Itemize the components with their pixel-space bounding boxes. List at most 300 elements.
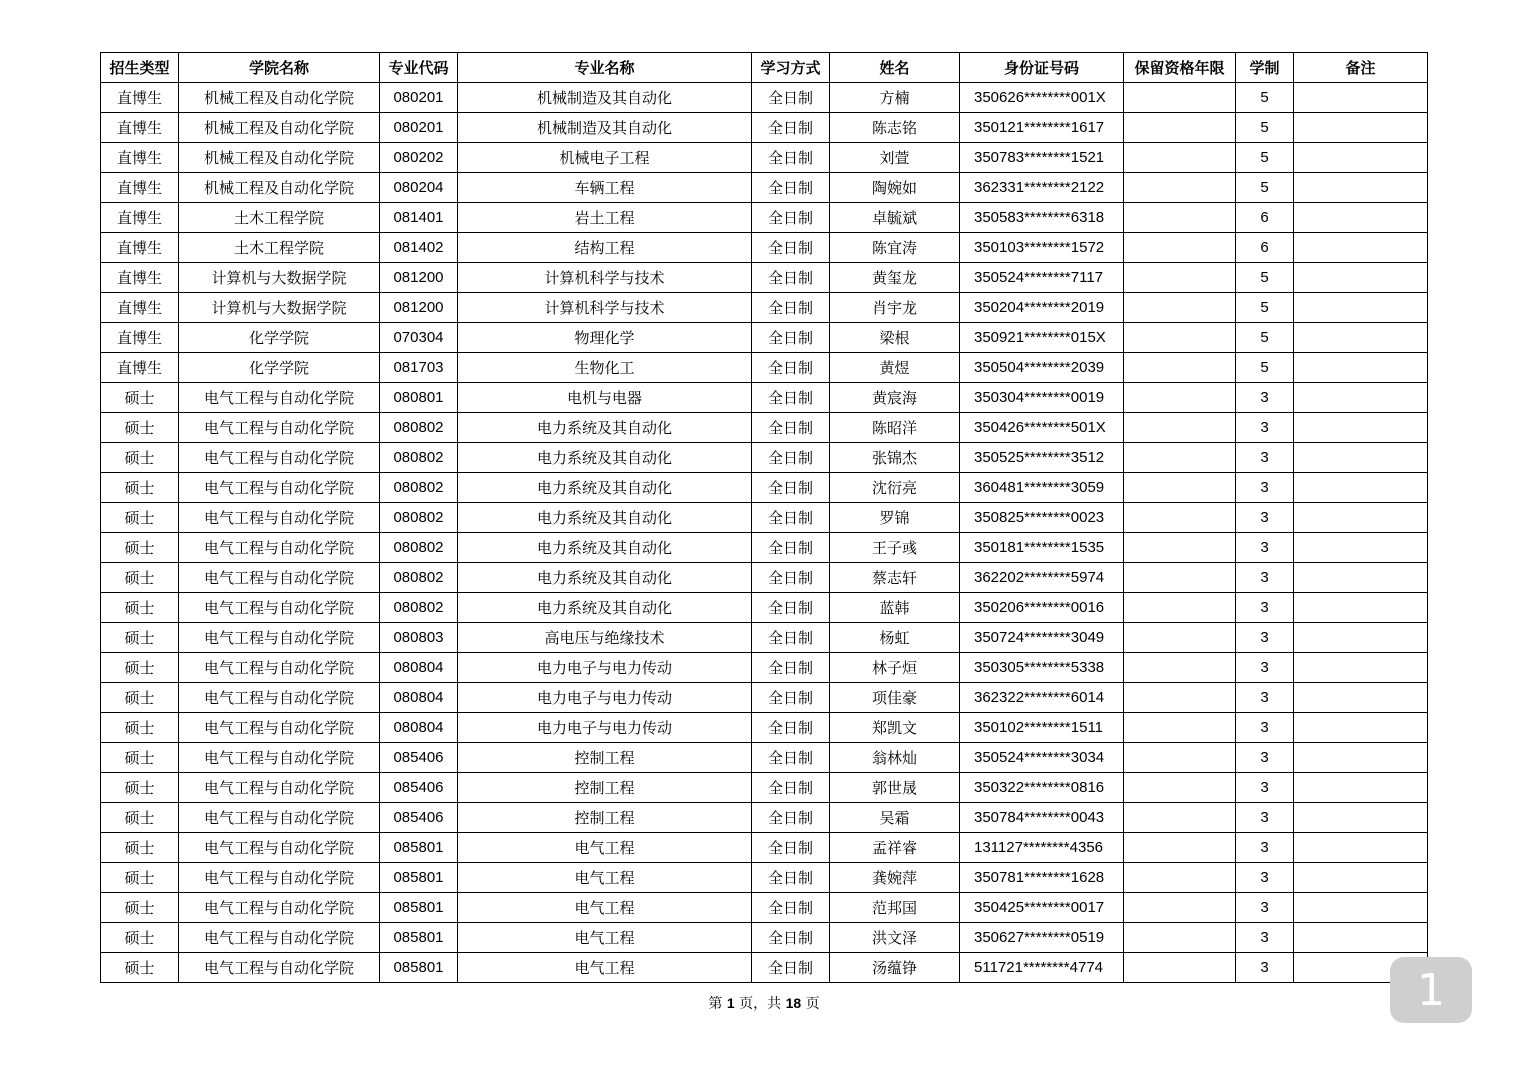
cell-study-mode: 全日制 [752, 713, 830, 743]
cell-program-length: 3 [1236, 473, 1294, 503]
cell-retention-years [1124, 773, 1236, 803]
cell-study-mode: 全日制 [752, 263, 830, 293]
cell-name: 罗锦 [830, 503, 960, 533]
cell-enrollment-type: 直博生 [101, 293, 179, 323]
footer-current-page: 1 [726, 995, 735, 1011]
cell-study-mode: 全日制 [752, 623, 830, 653]
cell-enrollment-type: 硕士 [101, 713, 179, 743]
cell-study-mode: 全日制 [752, 653, 830, 683]
cell-program-length: 3 [1236, 563, 1294, 593]
cell-name: 孟祥睿 [830, 833, 960, 863]
cell-id-number: 350103********1572 [960, 233, 1124, 263]
cell-remarks [1294, 383, 1428, 413]
cell-retention-years [1124, 683, 1236, 713]
cell-study-mode: 全日制 [752, 83, 830, 113]
cell-remarks [1294, 113, 1428, 143]
table-row [101, 143, 1428, 173]
table-row [101, 473, 1428, 503]
cell-major-name: 电力系统及其自动化 [458, 443, 752, 473]
cell-name: 卓毓斌 [830, 203, 960, 233]
cell-major-name: 控制工程 [458, 773, 752, 803]
cell-enrollment-type: 直博生 [101, 233, 179, 263]
cell-major-code: 081703 [380, 353, 458, 383]
cell-id-number: 350524********7117 [960, 263, 1124, 293]
cell-enrollment-type: 直博生 [101, 203, 179, 233]
header-enrollment-type: 招生类型 [101, 53, 179, 83]
table-row [101, 203, 1428, 233]
cell-major-code: 085801 [380, 833, 458, 863]
cell-college: 电气工程与自动化学院 [179, 863, 380, 893]
cell-program-length: 5 [1236, 263, 1294, 293]
cell-id-number: 350322********0816 [960, 773, 1124, 803]
cell-enrollment-type: 硕士 [101, 383, 179, 413]
cell-major-name: 车辆工程 [458, 173, 752, 203]
cell-major-code: 080201 [380, 113, 458, 143]
cell-major-name: 控制工程 [458, 803, 752, 833]
table-row [101, 263, 1428, 293]
cell-major-code: 085801 [380, 863, 458, 893]
cell-enrollment-type: 硕士 [101, 803, 179, 833]
cell-remarks [1294, 413, 1428, 443]
table-row [101, 923, 1428, 953]
cell-major-name: 电力系统及其自动化 [458, 533, 752, 563]
cell-name: 陈志铭 [830, 113, 960, 143]
cell-name: 陈宜涛 [830, 233, 960, 263]
cell-enrollment-type: 硕士 [101, 593, 179, 623]
page-footer [0, 993, 1528, 1013]
cell-program-length: 3 [1236, 503, 1294, 533]
cell-major-name: 岩土工程 [458, 203, 752, 233]
cell-major-name: 电力系统及其自动化 [458, 503, 752, 533]
cell-name: 梁根 [830, 323, 960, 353]
cell-enrollment-type: 硕士 [101, 893, 179, 923]
cell-remarks [1294, 473, 1428, 503]
cell-name: 林子烜 [830, 653, 960, 683]
cell-major-code: 070304 [380, 323, 458, 353]
cell-program-length: 6 [1236, 203, 1294, 233]
cell-retention-years [1124, 203, 1236, 233]
table-row [101, 533, 1428, 563]
table-header [101, 53, 1428, 83]
cell-major-code: 085406 [380, 803, 458, 833]
cell-college: 电气工程与自动化学院 [179, 653, 380, 683]
footer-suffix: 页 [805, 996, 820, 1012]
cell-college: 电气工程与自动化学院 [179, 683, 380, 713]
cell-id-number: 350724********3049 [960, 623, 1124, 653]
cell-remarks [1294, 173, 1428, 203]
cell-study-mode: 全日制 [752, 503, 830, 533]
cell-program-length: 3 [1236, 803, 1294, 833]
header-row [101, 53, 1428, 83]
cell-major-code: 080804 [380, 653, 458, 683]
cell-name: 黄玺龙 [830, 263, 960, 293]
cell-college: 机械工程及自动化学院 [179, 83, 380, 113]
cell-retention-years [1124, 653, 1236, 683]
cell-study-mode: 全日制 [752, 773, 830, 803]
table-row [101, 773, 1428, 803]
cell-remarks [1294, 203, 1428, 233]
cell-college: 电气工程与自动化学院 [179, 443, 380, 473]
cell-retention-years [1124, 593, 1236, 623]
cell-study-mode: 全日制 [752, 233, 830, 263]
cell-major-code: 080202 [380, 143, 458, 173]
cell-enrollment-type: 硕士 [101, 863, 179, 893]
cell-id-number: 350626********001X [960, 83, 1124, 113]
cell-study-mode: 全日制 [752, 203, 830, 233]
table-row [101, 293, 1428, 323]
cell-name: 陈昭洋 [830, 413, 960, 443]
cell-major-code: 080204 [380, 173, 458, 203]
table-row [101, 563, 1428, 593]
cell-program-length: 3 [1236, 923, 1294, 953]
table-row [101, 323, 1428, 353]
cell-major-code: 080802 [380, 473, 458, 503]
cell-id-number: 350627********0519 [960, 923, 1124, 953]
cell-study-mode: 全日制 [752, 473, 830, 503]
cell-id-number: 350426********501X [960, 413, 1124, 443]
cell-major-name: 电气工程 [458, 863, 752, 893]
cell-college: 电气工程与自动化学院 [179, 413, 380, 443]
cell-retention-years [1124, 563, 1236, 593]
cell-id-number: 350783********1521 [960, 143, 1124, 173]
header-program-length: 学制 [1236, 53, 1294, 83]
cell-enrollment-type: 直博生 [101, 83, 179, 113]
cell-major-code: 080201 [380, 83, 458, 113]
table-row [101, 953, 1428, 983]
cell-name: 汤蕴铮 [830, 953, 960, 983]
cell-enrollment-type: 硕士 [101, 743, 179, 773]
cell-study-mode: 全日制 [752, 803, 830, 833]
cell-enrollment-type: 直博生 [101, 353, 179, 383]
cell-study-mode: 全日制 [752, 593, 830, 623]
cell-major-code: 085801 [380, 923, 458, 953]
cell-retention-years [1124, 413, 1236, 443]
cell-college: 土木工程学院 [179, 233, 380, 263]
cell-program-length: 3 [1236, 743, 1294, 773]
cell-major-code: 080804 [380, 713, 458, 743]
cell-retention-years [1124, 473, 1236, 503]
cell-program-length: 3 [1236, 863, 1294, 893]
footer-total-pages: 18 [785, 995, 802, 1011]
cell-major-name: 电机与电器 [458, 383, 752, 413]
cell-id-number: 350102********1511 [960, 713, 1124, 743]
cell-program-length: 3 [1236, 533, 1294, 563]
cell-name: 范邦国 [830, 893, 960, 923]
cell-major-name: 电力电子与电力传动 [458, 713, 752, 743]
cell-id-number: 362202********5974 [960, 563, 1124, 593]
cell-remarks [1294, 593, 1428, 623]
cell-major-name: 计算机科学与技术 [458, 263, 752, 293]
cell-id-number: 350204********2019 [960, 293, 1124, 323]
cell-study-mode: 全日制 [752, 533, 830, 563]
cell-college: 电气工程与自动化学院 [179, 953, 380, 983]
cell-major-name: 机械制造及其自动化 [458, 83, 752, 113]
cell-study-mode: 全日制 [752, 863, 830, 893]
cell-major-name: 结构工程 [458, 233, 752, 263]
cell-id-number: 350425********0017 [960, 893, 1124, 923]
cell-retention-years [1124, 173, 1236, 203]
cell-major-name: 电气工程 [458, 923, 752, 953]
cell-id-number: 350305********5338 [960, 653, 1124, 683]
header-major-code: 专业代码 [380, 53, 458, 83]
cell-remarks [1294, 353, 1428, 383]
cell-study-mode: 全日制 [752, 143, 830, 173]
header-study-mode: 学习方式 [752, 53, 830, 83]
cell-enrollment-type: 直博生 [101, 263, 179, 293]
cell-study-mode: 全日制 [752, 683, 830, 713]
cell-college: 电气工程与自动化学院 [179, 533, 380, 563]
cell-id-number: 350825********0023 [960, 503, 1124, 533]
table-row [101, 113, 1428, 143]
cell-retention-years [1124, 113, 1236, 143]
cell-retention-years [1124, 833, 1236, 863]
cell-major-name: 物理化学 [458, 323, 752, 353]
table-row [101, 803, 1428, 833]
cell-name: 吴霜 [830, 803, 960, 833]
cell-program-length: 5 [1236, 293, 1294, 323]
cell-name: 方楠 [830, 83, 960, 113]
cell-study-mode: 全日制 [752, 923, 830, 953]
cell-enrollment-type: 硕士 [101, 623, 179, 653]
cell-major-code: 080802 [380, 593, 458, 623]
cell-college: 计算机与大数据学院 [179, 293, 380, 323]
cell-name: 龚婉萍 [830, 863, 960, 893]
cell-major-name: 电力系统及其自动化 [458, 593, 752, 623]
cell-retention-years [1124, 233, 1236, 263]
cell-college: 电气工程与自动化学院 [179, 563, 380, 593]
cell-id-number: 350525********3512 [960, 443, 1124, 473]
cell-name: 张锦杰 [830, 443, 960, 473]
cell-college: 电气工程与自动化学院 [179, 473, 380, 503]
cell-id-number: 350781********1628 [960, 863, 1124, 893]
cell-study-mode: 全日制 [752, 953, 830, 983]
cell-enrollment-type: 直博生 [101, 113, 179, 143]
cell-enrollment-type: 硕士 [101, 683, 179, 713]
cell-study-mode: 全日制 [752, 293, 830, 323]
table-row [101, 383, 1428, 413]
cell-remarks [1294, 803, 1428, 833]
header-name: 姓名 [830, 53, 960, 83]
cell-college: 电气工程与自动化学院 [179, 593, 380, 623]
cell-id-number: 350181********1535 [960, 533, 1124, 563]
cell-study-mode: 全日制 [752, 443, 830, 473]
cell-major-name: 控制工程 [458, 743, 752, 773]
cell-college: 电气工程与自动化学院 [179, 623, 380, 653]
cell-remarks [1294, 143, 1428, 173]
cell-major-name: 高电压与绝缘技术 [458, 623, 752, 653]
cell-program-length: 3 [1236, 593, 1294, 623]
cell-college: 机械工程及自动化学院 [179, 113, 380, 143]
cell-program-length: 5 [1236, 113, 1294, 143]
table-row [101, 173, 1428, 203]
cell-name: 蓝韩 [830, 593, 960, 623]
cell-major-code: 081200 [380, 263, 458, 293]
cell-remarks [1294, 233, 1428, 263]
cell-major-code: 085801 [380, 893, 458, 923]
cell-name: 蔡志轩 [830, 563, 960, 593]
cell-retention-years [1124, 623, 1236, 653]
cell-enrollment-type: 直博生 [101, 173, 179, 203]
cell-remarks [1294, 833, 1428, 863]
cell-enrollment-type: 硕士 [101, 533, 179, 563]
roster-table [100, 52, 1428, 983]
cell-program-length: 3 [1236, 623, 1294, 653]
table-row [101, 743, 1428, 773]
table-row [101, 443, 1428, 473]
cell-major-name: 电力系统及其自动化 [458, 473, 752, 503]
cell-id-number: 350583********6318 [960, 203, 1124, 233]
cell-id-number: 350304********0019 [960, 383, 1124, 413]
cell-remarks [1294, 263, 1428, 293]
cell-program-length: 5 [1236, 83, 1294, 113]
cell-major-name: 电力电子与电力传动 [458, 653, 752, 683]
cell-retention-years [1124, 503, 1236, 533]
table-row [101, 353, 1428, 383]
cell-remarks [1294, 503, 1428, 533]
cell-major-name: 机械电子工程 [458, 143, 752, 173]
cell-id-number: 350206********0016 [960, 593, 1124, 623]
cell-major-code: 080801 [380, 383, 458, 413]
cell-id-number: 350921********015X [960, 323, 1124, 353]
cell-name: 郑凯文 [830, 713, 960, 743]
cell-name: 黄宸海 [830, 383, 960, 413]
cell-id-number: 131127********4356 [960, 833, 1124, 863]
cell-id-number: 350784********0043 [960, 803, 1124, 833]
cell-program-length: 3 [1236, 413, 1294, 443]
cell-name: 王子彧 [830, 533, 960, 563]
cell-program-length: 5 [1236, 353, 1294, 383]
cell-retention-years [1124, 713, 1236, 743]
cell-remarks [1294, 563, 1428, 593]
cell-name: 沈衍亮 [830, 473, 960, 503]
cell-college: 计算机与大数据学院 [179, 263, 380, 293]
cell-id-number: 360481********3059 [960, 473, 1124, 503]
cell-major-name: 电力系统及其自动化 [458, 563, 752, 593]
cell-enrollment-type: 硕士 [101, 773, 179, 803]
cell-program-length: 5 [1236, 143, 1294, 173]
table-row [101, 683, 1428, 713]
cell-major-code: 081200 [380, 293, 458, 323]
cell-name: 项佳豪 [830, 683, 960, 713]
cell-id-number: 511721********4774 [960, 953, 1124, 983]
cell-retention-years [1124, 263, 1236, 293]
table-row [101, 233, 1428, 263]
cell-retention-years [1124, 323, 1236, 353]
cell-study-mode: 全日制 [752, 353, 830, 383]
cell-study-mode: 全日制 [752, 173, 830, 203]
cell-name: 杨虹 [830, 623, 960, 653]
cell-name: 郭世晟 [830, 773, 960, 803]
cell-program-length: 3 [1236, 683, 1294, 713]
cell-remarks [1294, 683, 1428, 713]
cell-program-length: 3 [1236, 653, 1294, 683]
cell-retention-years [1124, 533, 1236, 563]
cell-study-mode: 全日制 [752, 563, 830, 593]
cell-id-number: 362322********6014 [960, 683, 1124, 713]
cell-name: 黄煜 [830, 353, 960, 383]
cell-study-mode: 全日制 [752, 833, 830, 863]
table-row [101, 863, 1428, 893]
cell-study-mode: 全日制 [752, 323, 830, 353]
cell-major-code: 080802 [380, 533, 458, 563]
table-body [101, 83, 1428, 983]
cell-major-name: 电气工程 [458, 953, 752, 983]
cell-major-code: 080804 [380, 683, 458, 713]
cell-major-name: 电气工程 [458, 893, 752, 923]
cell-college: 化学学院 [179, 353, 380, 383]
header-id-number: 身份证号码 [960, 53, 1124, 83]
cell-major-code: 080802 [380, 563, 458, 593]
cell-program-length: 5 [1236, 323, 1294, 353]
cell-enrollment-type: 硕士 [101, 413, 179, 443]
cell-retention-years [1124, 143, 1236, 173]
cell-major-name: 电力系统及其自动化 [458, 413, 752, 443]
cell-study-mode: 全日制 [752, 113, 830, 143]
cell-enrollment-type: 硕士 [101, 953, 179, 983]
table-row [101, 893, 1428, 923]
cell-remarks [1294, 713, 1428, 743]
cell-major-code: 080802 [380, 443, 458, 473]
cell-remarks [1294, 743, 1428, 773]
cell-study-mode: 全日制 [752, 893, 830, 923]
cell-enrollment-type: 直博生 [101, 323, 179, 353]
cell-retention-years [1124, 953, 1236, 983]
table-row [101, 713, 1428, 743]
cell-retention-years [1124, 353, 1236, 383]
cell-remarks [1294, 923, 1428, 953]
cell-major-code: 080803 [380, 623, 458, 653]
cell-remarks [1294, 863, 1428, 893]
table-row [101, 593, 1428, 623]
header-college: 学院名称 [179, 53, 380, 83]
cell-college: 电气工程与自动化学院 [179, 773, 380, 803]
cell-retention-years [1124, 863, 1236, 893]
cell-name: 陶婉如 [830, 173, 960, 203]
cell-college: 电气工程与自动化学院 [179, 923, 380, 953]
cell-enrollment-type: 硕士 [101, 503, 179, 533]
cell-retention-years [1124, 293, 1236, 323]
cell-remarks [1294, 893, 1428, 923]
cell-study-mode: 全日制 [752, 383, 830, 413]
cell-major-name: 生物化工 [458, 353, 752, 383]
cell-retention-years [1124, 803, 1236, 833]
table-row [101, 833, 1428, 863]
cell-college: 电气工程与自动化学院 [179, 503, 380, 533]
cell-remarks [1294, 293, 1428, 323]
table-row [101, 503, 1428, 533]
cell-name: 翁林灿 [830, 743, 960, 773]
page-number-badge: 1 [1390, 957, 1472, 1023]
cell-name: 肖宇龙 [830, 293, 960, 323]
cell-retention-years [1124, 83, 1236, 113]
cell-major-code: 081402 [380, 233, 458, 263]
cell-retention-years [1124, 443, 1236, 473]
cell-name: 刘萱 [830, 143, 960, 173]
cell-enrollment-type: 直博生 [101, 143, 179, 173]
header-major-name: 专业名称 [458, 53, 752, 83]
table-row [101, 623, 1428, 653]
cell-program-length: 5 [1236, 173, 1294, 203]
cell-college: 电气工程与自动化学院 [179, 803, 380, 833]
cell-program-length: 3 [1236, 443, 1294, 473]
cell-remarks [1294, 533, 1428, 563]
footer-prefix: 第 [708, 996, 723, 1012]
cell-program-length: 3 [1236, 893, 1294, 923]
cell-program-length: 3 [1236, 953, 1294, 983]
cell-enrollment-type: 硕士 [101, 923, 179, 953]
cell-name: 洪文泽 [830, 923, 960, 953]
cell-retention-years [1124, 383, 1236, 413]
